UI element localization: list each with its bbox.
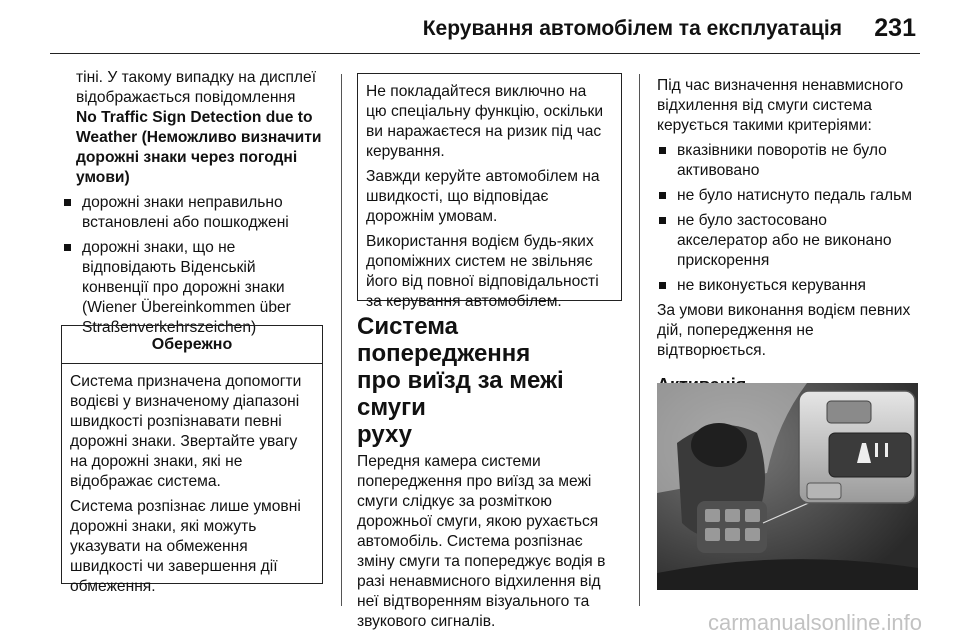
list-item: [62, 193, 327, 233]
section-heading: [357, 313, 632, 448]
line: відображається повідомлення: [76, 89, 296, 106]
line: не було натиснуто педаль гальм: [677, 187, 912, 204]
line: Під час визначення ненавмисного: [657, 77, 904, 94]
list-item: [657, 276, 937, 296]
line: Передня камера системи: [357, 453, 541, 470]
line: дорожні знаки. Звертайте увагу: [70, 433, 298, 450]
line: дорожнім умовам.: [366, 208, 498, 225]
bullet-square-icon: [64, 199, 71, 206]
line: Система попередження: [357, 313, 531, 367]
criteria-outro: [657, 301, 937, 361]
line: швидкості розпізнавати певні: [70, 413, 282, 430]
column-3: [657, 76, 937, 396]
line: Система призначена допомогти: [70, 373, 302, 390]
criteria-intro: [657, 76, 937, 136]
line: No Traffic Sign Detection due to: [76, 109, 313, 126]
line: встановлені або пошкоджені: [82, 214, 289, 231]
line: про виїзд за межі смуги: [357, 367, 564, 421]
line: дорожньої смуги, якою рухається: [357, 513, 599, 530]
caution-paragraph: [366, 232, 613, 312]
line: на дорожні знаки, які не: [70, 453, 243, 470]
line: обмеження.: [70, 578, 156, 595]
line: разі ненавмисного відхилення від: [357, 573, 601, 590]
bullet-square-icon: [659, 192, 666, 199]
caution-title: Обережно: [62, 326, 322, 364]
caution-paragraph: [366, 82, 613, 162]
list-item: [62, 238, 327, 338]
line: цю спеціальну функцію, оскільки: [366, 103, 604, 120]
intro-paragraph: [62, 68, 327, 188]
line: водієві у визначеному діапазоні: [70, 393, 300, 410]
line: умови): [76, 169, 130, 186]
line: указувати на обмеження: [70, 538, 248, 555]
header-title: Керування автомобілем та експлуатація: [422, 17, 842, 40]
section-paragraph: [357, 452, 632, 632]
line: не було застосовано: [677, 212, 827, 229]
line: за керування автомобілем.: [366, 293, 562, 310]
line: акселератор або не виконано: [677, 232, 892, 249]
watermark: carmanualsonline.info: [707, 610, 922, 635]
line: вказівники поворотів не було: [677, 142, 887, 159]
line: дорожні знаки, що не: [82, 239, 236, 256]
page-number: 231: [874, 14, 916, 42]
bullet-list: [62, 193, 327, 338]
caution-paragraph: [70, 372, 314, 492]
bullet-square-icon: [659, 217, 666, 224]
line: Weather (Неможливо визначити: [76, 129, 322, 146]
bullet-square-icon: [659, 282, 666, 289]
line: швидкості чи завершення дії: [70, 558, 278, 575]
caution-box-continued: [357, 73, 622, 310]
line: керування.: [366, 143, 445, 160]
line: допоміжних систем не звільняє: [366, 253, 593, 270]
line: смуги слідкує за розміткою: [357, 493, 552, 510]
line: дорожні знаки через погодні: [76, 149, 298, 166]
line: Не покладайтеся виключно на: [366, 83, 587, 100]
line: дорожні знаки, які можуть: [70, 518, 257, 535]
bullet-square-icon: [659, 147, 666, 154]
caution-body: [62, 364, 322, 608]
criteria-list: [657, 141, 937, 296]
line: неї відтворенням візуального та: [357, 593, 590, 610]
caution-paragraph: [366, 167, 613, 227]
line: відхилення від смуги система: [657, 97, 872, 114]
line: Використання водієм будь-яких: [366, 233, 594, 250]
line: ви наражаєтеся на ризик під час: [366, 123, 602, 140]
line: не виконується керування: [677, 277, 866, 294]
line: автомобіль. Система розпізнає: [357, 533, 583, 550]
line: За умови виконання водієм певних: [657, 302, 911, 319]
line: відповідають Віденській: [82, 259, 256, 276]
column-divider-2: [639, 74, 640, 606]
list-item: [657, 186, 937, 206]
line: Завжди керуйте автомобілем на: [366, 168, 600, 185]
line: дій, попередження не: [657, 322, 814, 339]
caution-paragraph: [70, 497, 314, 597]
line: відображає система.: [70, 473, 221, 490]
line: конвенції про дорожні знаки: [82, 279, 285, 296]
list-item: [657, 141, 937, 181]
line: дорожні знаки неправильно: [82, 194, 283, 211]
line: відтворюється.: [657, 342, 766, 359]
column-2-section: [357, 313, 632, 637]
column-divider-1: [341, 74, 342, 606]
line: зміну смуги та попереджує водія в: [357, 553, 606, 570]
console-illustration: [657, 383, 918, 590]
header-rule: [50, 53, 920, 54]
line: руху: [357, 421, 412, 448]
line: прискорення: [677, 252, 770, 269]
line: попередження про виїзд за межі: [357, 473, 592, 490]
line: (Wiener Übereinkommen über: [82, 299, 291, 316]
bullet-square-icon: [64, 244, 71, 251]
line: керується такими критеріями:: [657, 117, 872, 134]
line: його від повної відповідальності: [366, 273, 599, 290]
line: швидкості, що відповідає: [366, 188, 549, 205]
console-photo: [657, 383, 918, 590]
line: активовано: [677, 162, 760, 179]
line: звукового сигналів.: [357, 613, 496, 630]
caution-continued-body: [358, 74, 621, 323]
line: Система розпізнає лише умовні: [70, 498, 301, 515]
list-item: [657, 211, 937, 271]
column-1: [62, 68, 327, 343]
line: тіні. У такому випадку на дисплеї: [76, 69, 317, 86]
line: Straßenverkehrszeichen): [82, 319, 257, 336]
caution-box: [61, 325, 323, 595]
